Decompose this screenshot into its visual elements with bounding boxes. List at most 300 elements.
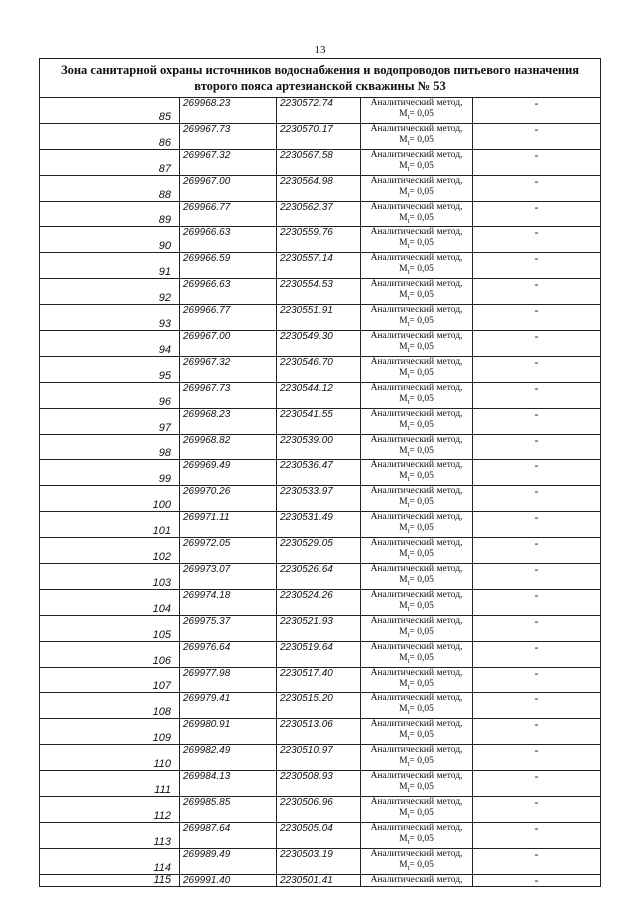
accuracy-number: = 0,05 (409, 859, 434, 870)
method-cell (361, 227, 473, 253)
coordinate-y: 2230524.26 (277, 589, 361, 615)
accuracy-subscript: t (407, 630, 410, 639)
table-row (40, 227, 601, 253)
point-number: 88 (40, 175, 180, 201)
point-number: 85 (40, 98, 180, 124)
coordinate-x: 269969.49 (180, 460, 277, 486)
error-mark: - (473, 486, 601, 512)
error-mark: - (473, 693, 601, 719)
accuracy-subscript: t (407, 164, 410, 173)
accuracy-number: = 0,05 (409, 704, 434, 715)
accuracy-subscript: t (407, 320, 410, 329)
accuracy-prefix: M (399, 342, 408, 353)
method-label: Аналитический метод, (370, 408, 463, 419)
accuracy-prefix: M (399, 109, 408, 119)
point-number: 112 (40, 797, 180, 823)
accuracy-subscript: t (407, 190, 410, 199)
method-cell (361, 771, 473, 797)
accuracy-subscript: t (407, 760, 410, 769)
method-label: Аналитический метод, (370, 745, 463, 756)
error-mark: - (473, 434, 601, 460)
method-label: Аналитический метод, (370, 589, 463, 600)
coordinates-table (39, 58, 601, 887)
coordinate-y: 2230559.76 (277, 227, 361, 253)
coordinate-y: 2230539.00 (277, 434, 361, 460)
point-number: 114 (40, 848, 180, 874)
accuracy-prefix: M (399, 678, 408, 689)
method-label: Аналитический метод, (370, 149, 463, 160)
method-label: Аналитический метод, (370, 175, 463, 186)
accuracy-prefix: M (399, 704, 408, 715)
point-number: 97 (40, 408, 180, 434)
coordinate-x: 269968.82 (180, 434, 277, 460)
point-number: 100 (40, 486, 180, 512)
coordinate-y: 2230554.53 (277, 279, 361, 305)
coordinate-y: 2230513.06 (277, 719, 361, 745)
coordinate-y: 2230519.64 (277, 641, 361, 667)
table-row (40, 175, 601, 201)
accuracy-subscript: t (407, 708, 410, 717)
table-title (40, 59, 601, 98)
accuracy-number: = 0,05 (409, 730, 434, 741)
accuracy-value (361, 368, 472, 382)
coordinate-y: 2230541.55 (277, 408, 361, 434)
method-cell (361, 253, 473, 279)
point-number: 113 (40, 822, 180, 848)
accuracy-value (361, 756, 472, 770)
method-label: Аналитический метод, (370, 512, 463, 523)
method-label: Аналитический метод, (370, 641, 463, 652)
accuracy-value (361, 653, 472, 667)
coordinate-x: 269968.23 (180, 98, 277, 124)
method-label: Аналитический метод, (370, 382, 463, 393)
method-cell (361, 382, 473, 408)
accuracy-subscript: t (407, 138, 410, 147)
method-cell (361, 797, 473, 823)
accuracy-subscript: t (407, 811, 410, 820)
method-cell (361, 589, 473, 615)
method-label: Аналитический метод, (370, 615, 463, 626)
accuracy-number: = 0,05 (409, 600, 434, 611)
method-label: Аналитический метод, (370, 279, 463, 290)
accuracy-value (361, 601, 472, 615)
error-mark: - (473, 797, 601, 823)
coordinate-x: 269972.05 (180, 538, 277, 564)
error-mark: - (473, 331, 601, 357)
table-row (40, 486, 601, 512)
coordinate-y: 2230564.98 (277, 175, 361, 201)
accuracy-number: = 0,05 (409, 549, 434, 560)
table-title-row (40, 59, 601, 98)
coordinate-x: 269976.64 (180, 641, 277, 667)
accuracy-prefix: M (399, 730, 408, 741)
method-label: Аналитический метод, (370, 460, 463, 471)
table-row (40, 123, 601, 149)
accuracy-value (361, 161, 472, 175)
table-row (40, 693, 601, 719)
accuracy-value (361, 446, 472, 460)
table-row (40, 771, 601, 797)
method-cell (361, 356, 473, 382)
method-cell (361, 331, 473, 357)
accuracy-value (361, 109, 472, 123)
point-number: 107 (40, 667, 180, 693)
accuracy-subscript: t (407, 863, 410, 872)
method-label: Аналитический метод, (370, 797, 463, 808)
error-mark: - (473, 98, 601, 124)
error-mark: - (473, 253, 601, 279)
accuracy-value (361, 497, 472, 511)
method-cell (361, 434, 473, 460)
accuracy-prefix: M (399, 212, 408, 223)
error-mark: - (473, 305, 601, 331)
point-number: 102 (40, 538, 180, 564)
accuracy-number: = 0,05 (409, 367, 434, 378)
point-number: 110 (40, 745, 180, 771)
error-mark: - (473, 615, 601, 641)
accuracy-number: = 0,05 (409, 109, 434, 119)
accuracy-value (361, 730, 472, 744)
point-number: 98 (40, 434, 180, 460)
accuracy-subscript: t (407, 604, 410, 613)
accuracy-number: = 0,05 (409, 160, 434, 171)
method-label: Аналитический метод, (370, 874, 463, 885)
accuracy-prefix: M (399, 290, 408, 301)
point-number: 99 (40, 460, 180, 486)
coordinate-x: 269967.73 (180, 123, 277, 149)
table-title-line-1: Зона санитарной охраны источников водоснабжения и водопроводов питьевого назначения (60, 63, 580, 77)
table-row (40, 615, 601, 641)
table-row (40, 149, 601, 175)
coordinate-x: 269967.73 (180, 382, 277, 408)
method-cell (361, 149, 473, 175)
accuracy-value (361, 549, 472, 563)
coordinate-y: 2230529.05 (277, 538, 361, 564)
coordinate-y: 2230551.91 (277, 305, 361, 331)
accuracy-number: = 0,05 (409, 264, 434, 275)
accuracy-number: = 0,05 (409, 833, 434, 844)
accuracy-value (361, 187, 472, 201)
accuracy-prefix: M (399, 419, 408, 430)
method-label: Аналитический метод, (370, 434, 463, 445)
coordinate-y: 2230546.70 (277, 356, 361, 382)
accuracy-prefix: M (399, 652, 408, 663)
error-mark: - (473, 589, 601, 615)
point-number: 104 (40, 589, 180, 615)
point-number: 93 (40, 305, 180, 331)
accuracy-number: = 0,05 (409, 652, 434, 663)
accuracy-number: = 0,05 (409, 626, 434, 637)
table-row (40, 98, 601, 124)
table-row (40, 874, 601, 886)
accuracy-value (361, 471, 472, 485)
coordinate-y: 2230533.97 (277, 486, 361, 512)
table-row (40, 434, 601, 460)
accuracy-number: = 0,05 (409, 471, 434, 482)
coordinate-y: 2230515.20 (277, 693, 361, 719)
table-row (40, 331, 601, 357)
method-label: Аналитический метод, (370, 848, 463, 859)
method-cell (361, 641, 473, 667)
point-number: 95 (40, 356, 180, 382)
accuracy-prefix: M (399, 134, 408, 145)
point-number: 94 (40, 331, 180, 357)
coordinate-x: 269980.91 (180, 719, 277, 745)
accuracy-value (361, 342, 472, 356)
point-number: 92 (40, 279, 180, 305)
method-label: Аналитический метод, (370, 201, 463, 212)
method-cell (361, 615, 473, 641)
accuracy-prefix: M (399, 549, 408, 560)
coordinate-y: 2230521.93 (277, 615, 361, 641)
accuracy-prefix: M (399, 367, 408, 378)
accuracy-subscript: t (407, 837, 410, 846)
coordinate-y: 2230567.58 (277, 149, 361, 175)
method-cell (361, 201, 473, 227)
accuracy-value (361, 420, 472, 434)
accuracy-number: = 0,05 (409, 238, 434, 249)
accuracy-number: = 0,05 (409, 808, 434, 819)
method-label: Аналитический метод, (370, 356, 463, 367)
table-row (40, 279, 601, 305)
error-mark: - (473, 460, 601, 486)
method-cell (361, 175, 473, 201)
accuracy-value (361, 808, 472, 822)
error-mark: - (473, 175, 601, 201)
coordinate-y: 2230510.97 (277, 745, 361, 771)
table-row (40, 564, 601, 590)
coordinate-x: 269966.63 (180, 227, 277, 253)
table-title-line-2: второго пояса артезианской скважины № 53 (194, 79, 446, 93)
method-label: Аналитический метод, (370, 667, 463, 678)
accuracy-prefix: M (399, 600, 408, 611)
error-mark: - (473, 848, 601, 874)
coordinate-y: 2230506.96 (277, 797, 361, 823)
accuracy-prefix: M (399, 264, 408, 275)
method-label: Аналитический метод, (370, 331, 463, 342)
accuracy-subscript: t (407, 423, 410, 432)
method-label: Аналитический метод, (370, 693, 463, 704)
accuracy-subscript: t (407, 786, 410, 795)
coordinate-x: 269971.11 (180, 512, 277, 538)
point-number: 106 (40, 641, 180, 667)
coordinate-y: 2230508.93 (277, 771, 361, 797)
accuracy-prefix: M (399, 316, 408, 327)
accuracy-prefix: M (399, 833, 408, 844)
accuracy-subscript: t (407, 734, 410, 743)
accuracy-value (361, 394, 472, 408)
accuracy-subscript: t (407, 242, 410, 251)
method-cell (361, 408, 473, 434)
table-row (40, 460, 601, 486)
table-row (40, 201, 601, 227)
error-mark: - (473, 745, 601, 771)
coordinate-y: 2230503.19 (277, 848, 361, 874)
coordinate-y: 2230572.74 (277, 98, 361, 124)
error-mark: - (473, 538, 601, 564)
coordinate-y: 2230557.14 (277, 253, 361, 279)
coordinate-y: 2230531.49 (277, 512, 361, 538)
error-mark: - (473, 149, 601, 175)
accuracy-subscript: t (407, 501, 410, 510)
coordinate-x: 269967.32 (180, 149, 277, 175)
method-cell (361, 512, 473, 538)
point-number: 108 (40, 693, 180, 719)
method-label: Аналитический метод, (370, 538, 463, 549)
accuracy-value (361, 834, 472, 848)
method-label: Аналитический метод, (370, 305, 463, 316)
point-number: 87 (40, 149, 180, 175)
error-mark: - (473, 408, 601, 434)
accuracy-number: = 0,05 (409, 186, 434, 197)
accuracy-value (361, 575, 472, 589)
accuracy-prefix: M (399, 160, 408, 171)
accuracy-subscript: t (407, 294, 410, 303)
error-mark: - (473, 719, 601, 745)
coordinate-x: 269967.00 (180, 175, 277, 201)
accuracy-subscript: t (407, 553, 410, 562)
accuracy-subscript: t (407, 682, 410, 691)
coordinate-x: 269975.37 (180, 615, 277, 641)
method-cell (361, 874, 473, 886)
accuracy-prefix: M (399, 575, 408, 586)
table-row (40, 848, 601, 874)
method-label: Аналитический метод, (370, 719, 463, 730)
error-mark: - (473, 771, 601, 797)
error-mark: - (473, 822, 601, 848)
point-number: 90 (40, 227, 180, 253)
error-mark: - (473, 874, 601, 886)
accuracy-subscript: t (407, 216, 410, 225)
accuracy-subscript: t (407, 371, 410, 380)
accuracy-prefix: M (399, 626, 408, 637)
accuracy-prefix: M (399, 782, 408, 793)
accuracy-number: = 0,05 (409, 575, 434, 586)
method-cell (361, 745, 473, 771)
table-row (40, 305, 601, 331)
method-label: Аналитический метод, (370, 227, 463, 238)
point-number: 105 (40, 615, 180, 641)
method-cell (361, 564, 473, 590)
accuracy-prefix: M (399, 238, 408, 249)
accuracy-value (361, 860, 472, 874)
method-cell (361, 123, 473, 149)
method-label: Аналитический метод, (370, 564, 463, 575)
method-cell (361, 460, 473, 486)
accuracy-value (361, 238, 472, 252)
coordinate-x: 269989.49 (180, 848, 277, 874)
accuracy-prefix: M (399, 497, 408, 508)
accuracy-number: = 0,05 (409, 134, 434, 145)
coordinate-y: 2230501.41 (277, 874, 361, 886)
accuracy-number: = 0,05 (409, 342, 434, 353)
coordinate-x: 269967.32 (180, 356, 277, 382)
accuracy-number: = 0,05 (409, 756, 434, 767)
table-row (40, 253, 601, 279)
accuracy-subscript: t (407, 578, 410, 587)
error-mark: - (473, 227, 601, 253)
table-row (40, 719, 601, 745)
method-label: Аналитический метод, (370, 486, 463, 497)
point-number: 89 (40, 201, 180, 227)
accuracy-prefix: M (399, 756, 408, 767)
table-row (40, 822, 601, 848)
coordinate-x: 269984.13 (180, 771, 277, 797)
coordinate-y: 2230570.17 (277, 123, 361, 149)
method-cell (361, 486, 473, 512)
coordinate-x: 269973.07 (180, 564, 277, 590)
error-mark: - (473, 564, 601, 590)
coordinate-y: 2230562.37 (277, 201, 361, 227)
table-row (40, 408, 601, 434)
error-mark: - (473, 667, 601, 693)
accuracy-prefix: M (399, 393, 408, 404)
method-cell (361, 848, 473, 874)
coordinate-y: 2230536.47 (277, 460, 361, 486)
coordinate-y: 2230544.12 (277, 382, 361, 408)
coordinate-x: 269982.49 (180, 745, 277, 771)
error-mark: - (473, 512, 601, 538)
coordinate-x: 269966.77 (180, 201, 277, 227)
coordinate-x: 269985.85 (180, 797, 277, 823)
coordinate-x: 269970.26 (180, 486, 277, 512)
method-label: Аналитический метод, (370, 123, 463, 134)
error-mark: - (473, 356, 601, 382)
coordinate-x: 269991.40 (180, 874, 277, 886)
accuracy-value (361, 782, 472, 796)
point-number: 91 (40, 253, 180, 279)
point-number: 96 (40, 382, 180, 408)
accuracy-number: = 0,05 (409, 678, 434, 689)
method-cell (361, 279, 473, 305)
error-mark: - (473, 123, 601, 149)
accuracy-prefix: M (399, 859, 408, 870)
coordinate-x: 269966.77 (180, 305, 277, 331)
accuracy-value (361, 213, 472, 227)
method-label: Аналитический метод, (370, 822, 463, 833)
coordinate-x: 269967.00 (180, 331, 277, 357)
method-cell (361, 538, 473, 564)
error-mark: - (473, 201, 601, 227)
accuracy-value (361, 135, 472, 149)
accuracy-number: = 0,05 (409, 316, 434, 327)
coordinate-y: 2230526.64 (277, 564, 361, 590)
method-cell (361, 719, 473, 745)
accuracy-subscript: t (407, 656, 410, 665)
accuracy-subscript: t (407, 527, 410, 536)
table-row (40, 745, 601, 771)
error-mark: - (473, 279, 601, 305)
accuracy-subscript: t (407, 345, 410, 354)
method-cell (361, 822, 473, 848)
accuracy-value (361, 679, 472, 693)
accuracy-prefix: M (399, 523, 408, 534)
coordinate-x: 269968.23 (180, 408, 277, 434)
method-label: Аналитический метод, (370, 771, 463, 782)
accuracy-prefix: M (399, 808, 408, 819)
table-row (40, 641, 601, 667)
accuracy-number: = 0,05 (409, 445, 434, 456)
accuracy-number: = 0,05 (409, 497, 434, 508)
table-row (40, 356, 601, 382)
coordinate-x: 269987.64 (180, 822, 277, 848)
accuracy-value (361, 290, 472, 304)
method-label: Аналитический метод, (370, 98, 463, 108)
error-mark: - (473, 382, 601, 408)
method-cell (361, 305, 473, 331)
coordinate-y: 2230505.04 (277, 822, 361, 848)
accuracy-subscript: t (407, 112, 410, 121)
